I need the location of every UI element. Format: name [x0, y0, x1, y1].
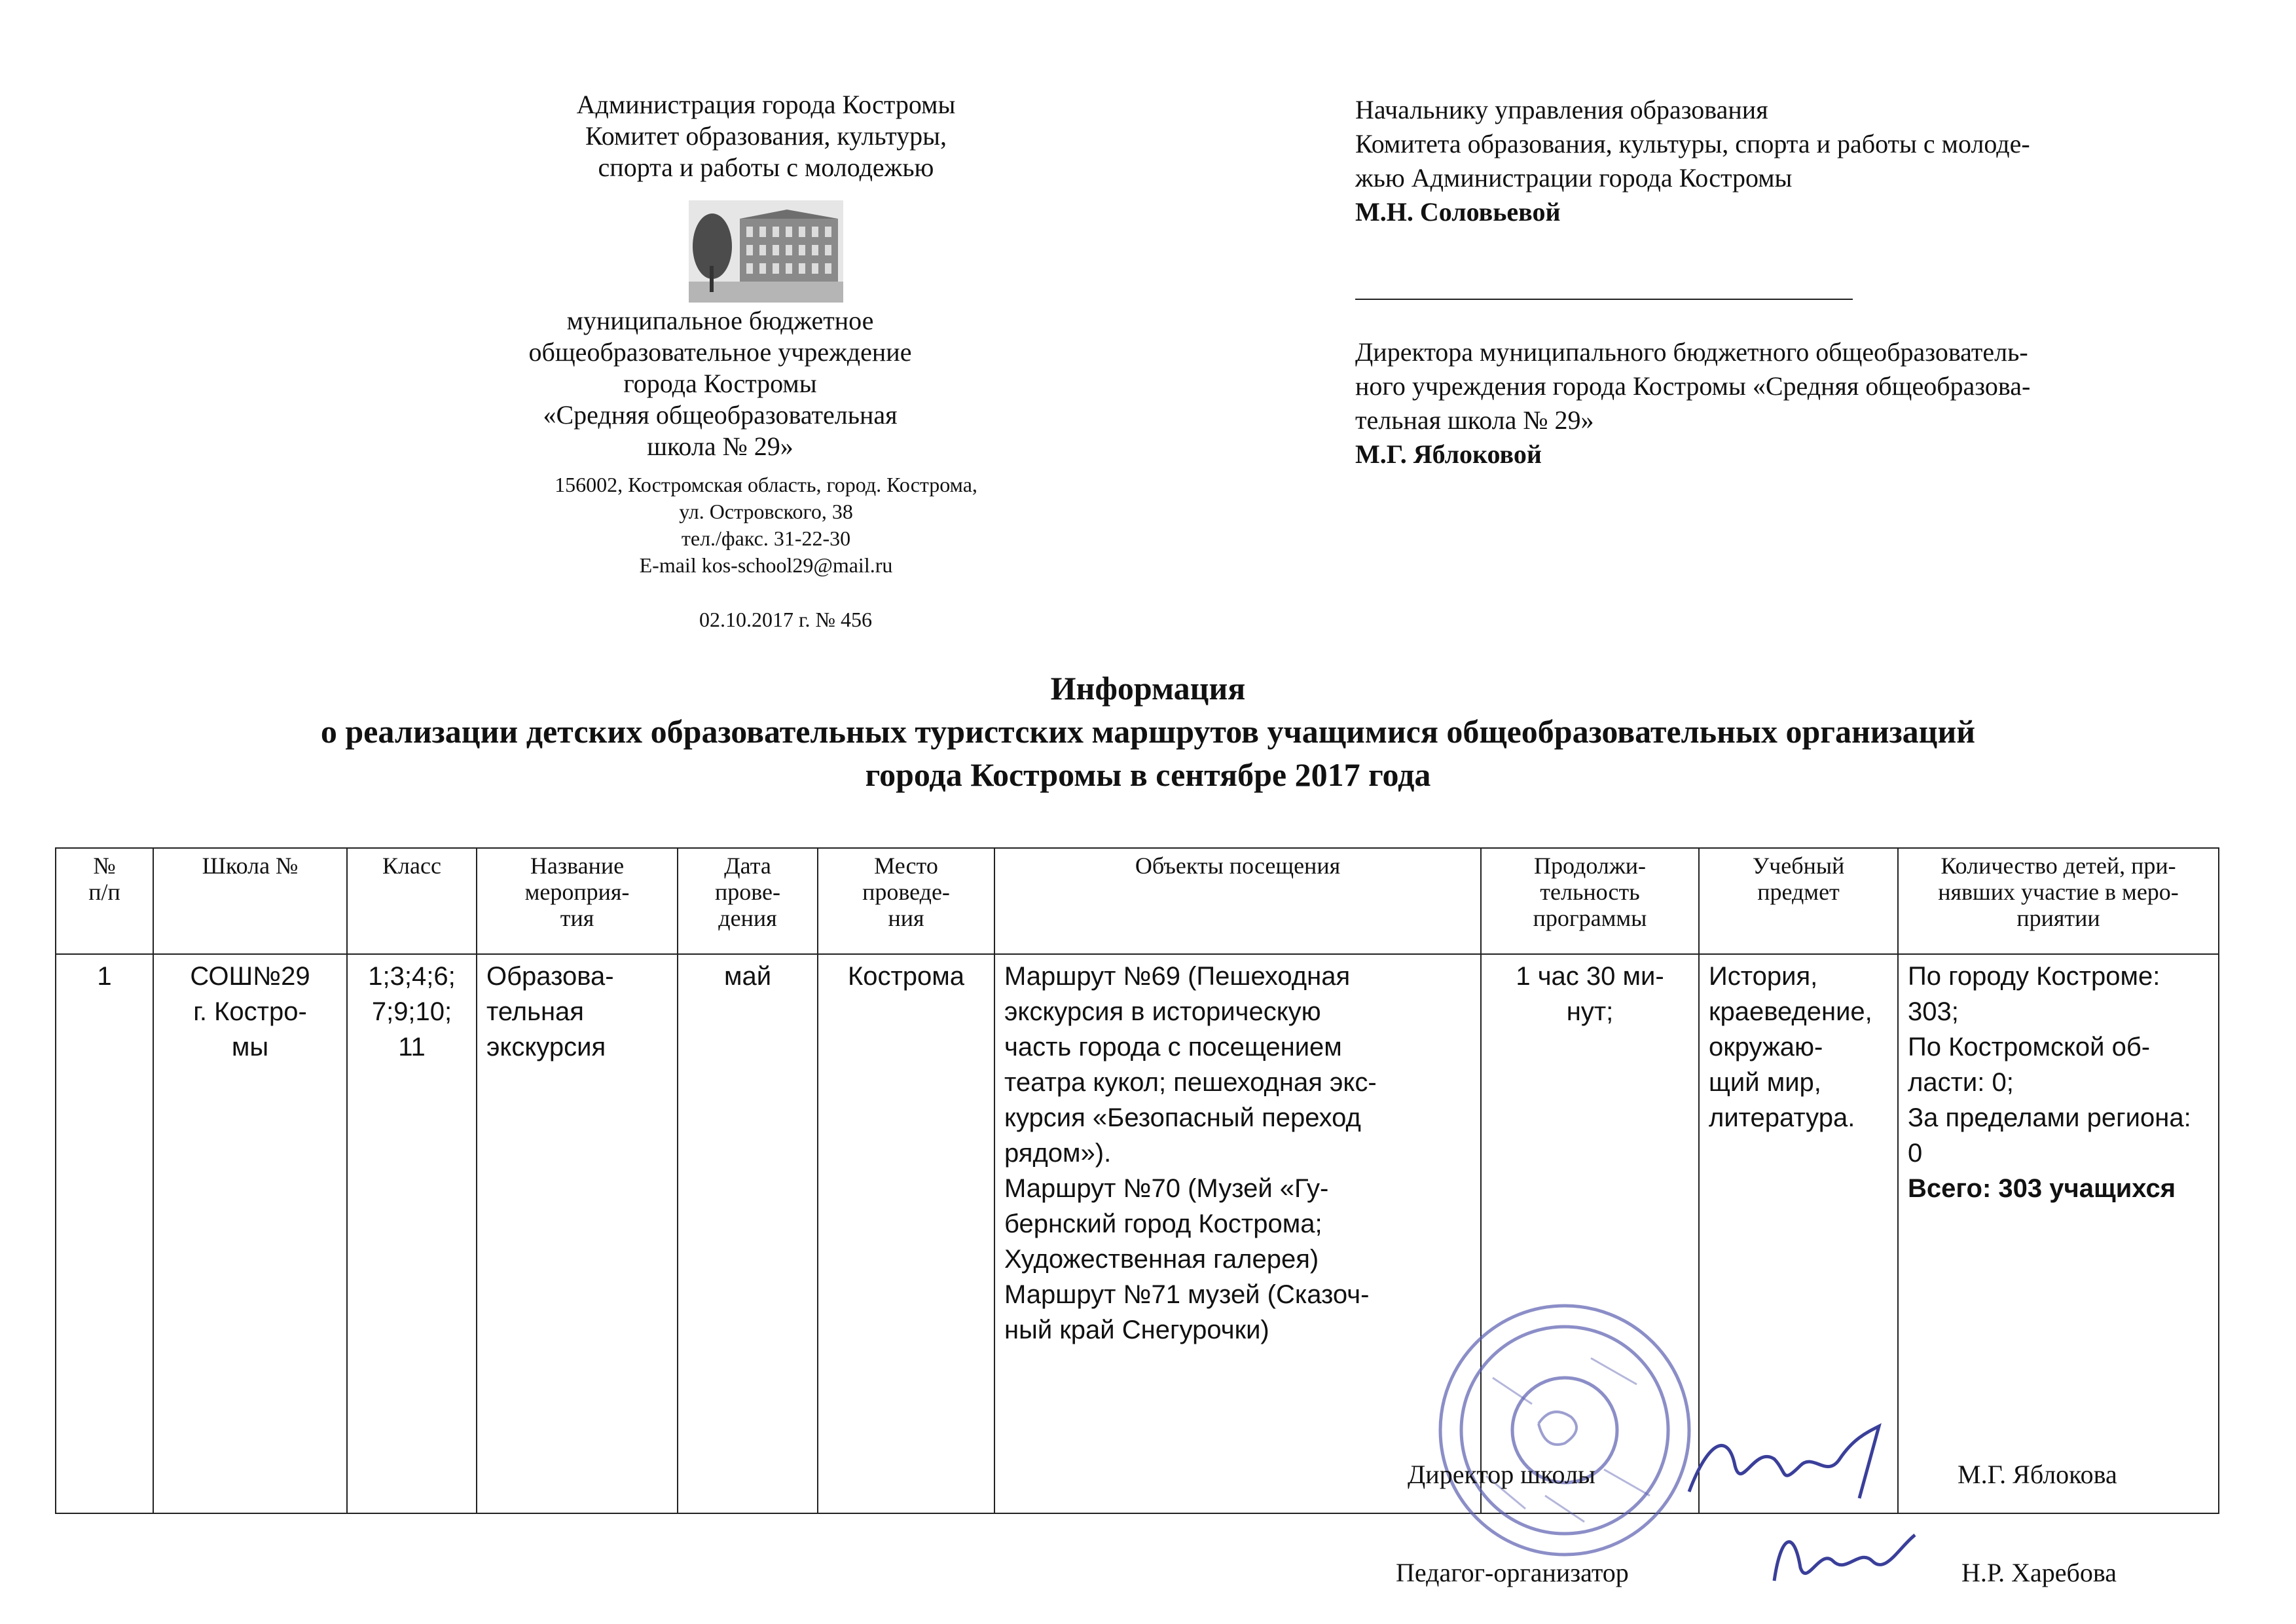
- title-line-2: о реализации детских образовательных туристских маршрутов учащимися общеобразовательных организаций: [320, 713, 1976, 750]
- address-line: ул. Островского, 38: [679, 500, 853, 523]
- cell-event: Образова- тельная экскурсия: [477, 954, 678, 1513]
- recipient-block: [1355, 93, 2219, 229]
- letter-date-number: 02.10.2017 г. № 456: [699, 608, 873, 631]
- header-event: Название мероприя- тия: [477, 848, 678, 954]
- recipient-line: Комитета образования, культуры, спорта и работы с молоде-: [1355, 129, 2030, 158]
- title-line-1: Информация: [1050, 670, 1246, 707]
- school-building-photo: [689, 200, 843, 303]
- organizer-signature-icon: [1768, 1522, 1925, 1594]
- cell-place: Кострома: [818, 954, 994, 1513]
- header-school: Школа №: [153, 848, 347, 954]
- director-label: Директор школы: [1408, 1460, 1595, 1489]
- cell-count: По городу Костроме: 303; По Костромской об- ласти: 0; За пределами региона: 0 Всего: 303 учащихся: [1898, 954, 2219, 1513]
- from-line: ного учреждения города Костромы «Средняя общеобразова-: [1355, 371, 2031, 401]
- blank-underline: [1355, 299, 1853, 300]
- cell-objects: Маршрут №69 (Пешеходная экскурсия в историческую часть города с посещением театра кукол; пешеходная экс- курсия «Безопасный переход рядом»). Маршрут №70 (Музей «Гу- бернский город Кострома; Художественная галерея) Маршрут №71 музей (Сказоч- ный край Снегурочки): [994, 954, 1481, 1513]
- cell-num: 1: [56, 954, 153, 1513]
- header-objects: Объекты посещения: [994, 848, 1481, 954]
- document-title: [65, 667, 2231, 796]
- table-header-row: [56, 848, 2219, 954]
- from-line: Директора муниципального бюджетного общеобразователь-: [1355, 337, 2028, 367]
- cell-date: май: [678, 954, 818, 1513]
- cell-duration: 1 час 30 ми- нут;: [1481, 954, 1699, 1513]
- email-line: E-mail kos-school29@mail.ru: [639, 553, 893, 577]
- routes-table: [55, 847, 2219, 1514]
- sender-admin-block: [406, 89, 1126, 183]
- sender-line: Комитет образования, культуры,: [585, 121, 947, 151]
- title-line-3: города Костромы в сентябре 2017 года: [865, 756, 1431, 793]
- cell-class: 1;3;4;6; 7;9;10; 11: [347, 954, 477, 1513]
- sender-line: Администрация города Костромы: [576, 90, 956, 119]
- sender-address-block: [393, 471, 1139, 579]
- header-count: Количество детей, при- нявших участие в меро- приятии: [1898, 848, 2219, 954]
- org-line: города Костромы: [623, 369, 817, 398]
- org-line: общеобразовательное учреждение: [528, 337, 912, 367]
- header-class: Класс: [347, 848, 477, 954]
- recipient-name: М.Н. Соловьевой: [1355, 197, 1561, 227]
- header-num: № п/п: [56, 848, 153, 954]
- director-signature-icon: [1683, 1420, 1918, 1505]
- header-duration: Продолжи- тельность программы: [1481, 848, 1699, 954]
- cell-subject: История, краеведение, окружаю- щий мир, литература.: [1699, 954, 1898, 1513]
- address-line: 156002, Костромская область, город. Кострома,: [555, 473, 977, 496]
- recipient-line: жью Администрации города Костромы: [1355, 163, 1793, 193]
- header-subject: Учебный предмет: [1699, 848, 1898, 954]
- recipient-line: Начальнику управления образования: [1355, 95, 1768, 124]
- org-line: муниципальное бюджетное: [566, 306, 874, 335]
- from-line: тельная школа № 29»: [1355, 405, 1594, 435]
- director-name: М.Г. Яблокова: [1958, 1460, 2117, 1489]
- org-line: «Средняя общеобразовательная: [543, 400, 898, 430]
- address-line: тел./факс. 31-22-30: [681, 526, 851, 550]
- from-block: [1355, 335, 2219, 471]
- cell-school: СОШ№29 г. Костро- мы: [153, 954, 347, 1513]
- sender-organization-block: [367, 305, 1074, 462]
- sender-line: спорта и работы с молодежью: [598, 153, 934, 182]
- from-name: М.Г. Яблоковой: [1355, 439, 1542, 469]
- cell-count-total: Всего: 303 учащихся: [1908, 1174, 2176, 1203]
- organizer-name: Н.Р. Харебова: [1961, 1558, 2117, 1587]
- header-date: Дата прове- дения: [678, 848, 818, 954]
- org-line: школа № 29»: [647, 432, 793, 461]
- header-place: Место проведе- ния: [818, 848, 994, 954]
- organizer-label: Педагог-организатор: [1396, 1558, 1629, 1587]
